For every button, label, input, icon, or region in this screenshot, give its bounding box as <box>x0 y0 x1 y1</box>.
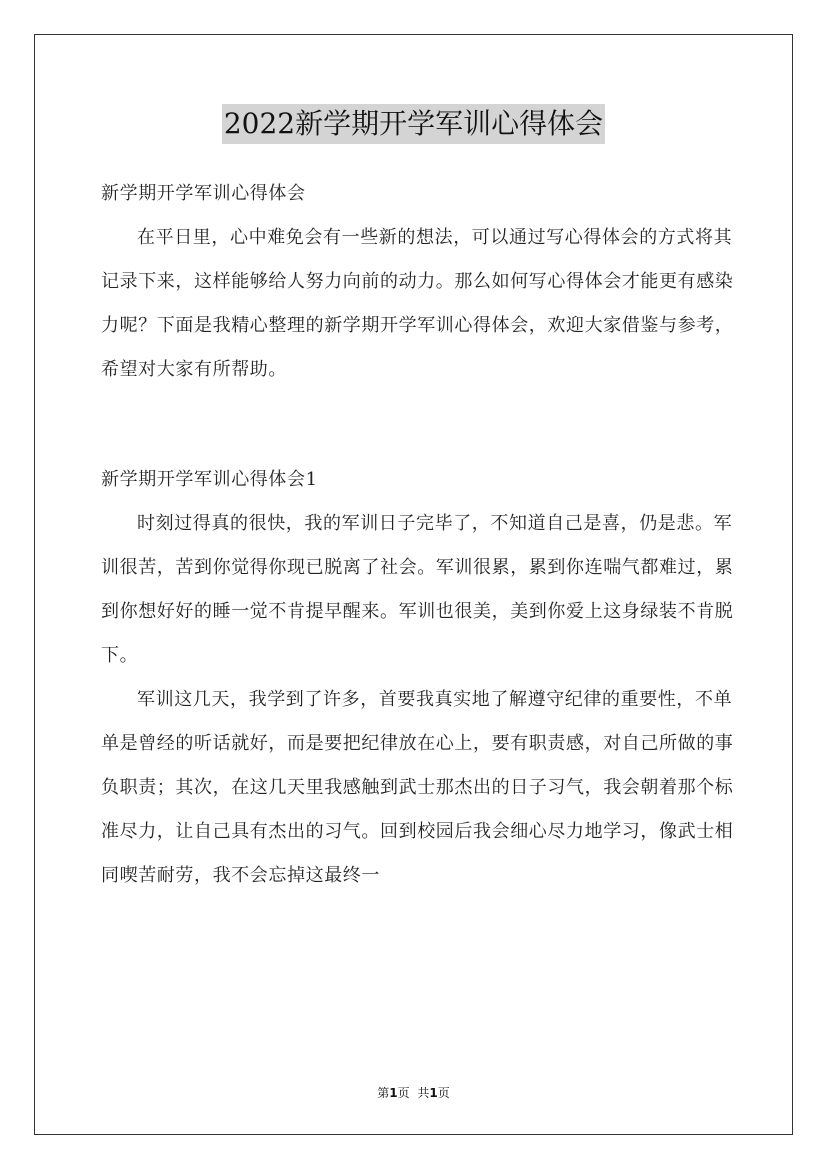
footer-page-prefix: 第 <box>377 1086 390 1100</box>
document-title-wrapper <box>0 103 827 144</box>
footer-page-current: 1 <box>389 1086 398 1100</box>
document-title: 2022新学期开学军训心得体会 <box>222 104 605 144</box>
footer-total-prefix: 共 <box>417 1086 430 1100</box>
document-body <box>101 172 741 898</box>
footer-total-suffix: 页 <box>437 1086 450 1100</box>
page-footer <box>0 1084 827 1101</box>
section1-paragraph-2: 军训这几天，我学到了许多，首要我真实地了解遵守纪律的重要性，不单单是曾经的听话就好，而是要把纪律放在心上，要有职责感，对自己所做的事负职责；其次，在这几天里我感触到武士那杰出的日子习气，我会朝着那个标准尽力，让自己具有杰出的习气。回到校园后我会细心尽力地学习，像武士相同喫苦耐劳，我不会忘掉这最终一 <box>101 689 734 886</box>
intro-heading: 新学期开学军训心得体会 <box>101 183 306 204</box>
intro-paragraph: 在平日里，心中难免会有一些新的想法，可以通过写心得体会的方式将其记录下来，这样能够给人努力向前的动力。那么如何写心得体会才能更有感染力呢？下面是我精心整理的新学期开学军训心得体会，欢迎大家借鉴与参考，希望对大家有所帮助。 <box>101 227 734 380</box>
section1-paragraph-1: 时刻过得真的很快，我的军训日子完毕了，不知道自己是喜，仍是悲。军训很苦，苦到你觉得你现已脱离了社会。军训很累，累到你连喘气都难过，累到你想好好的睡一觉不肯提早醒来。军训也很美，美到你爱上这身绿装不肯脱下。 <box>101 513 734 666</box>
footer-page-suffix: 页 <box>397 1086 410 1100</box>
section1-heading: 新学期开学军训心得体会1 <box>101 469 318 490</box>
footer-page-total: 1 <box>429 1086 438 1100</box>
section-spacer <box>101 392 741 458</box>
